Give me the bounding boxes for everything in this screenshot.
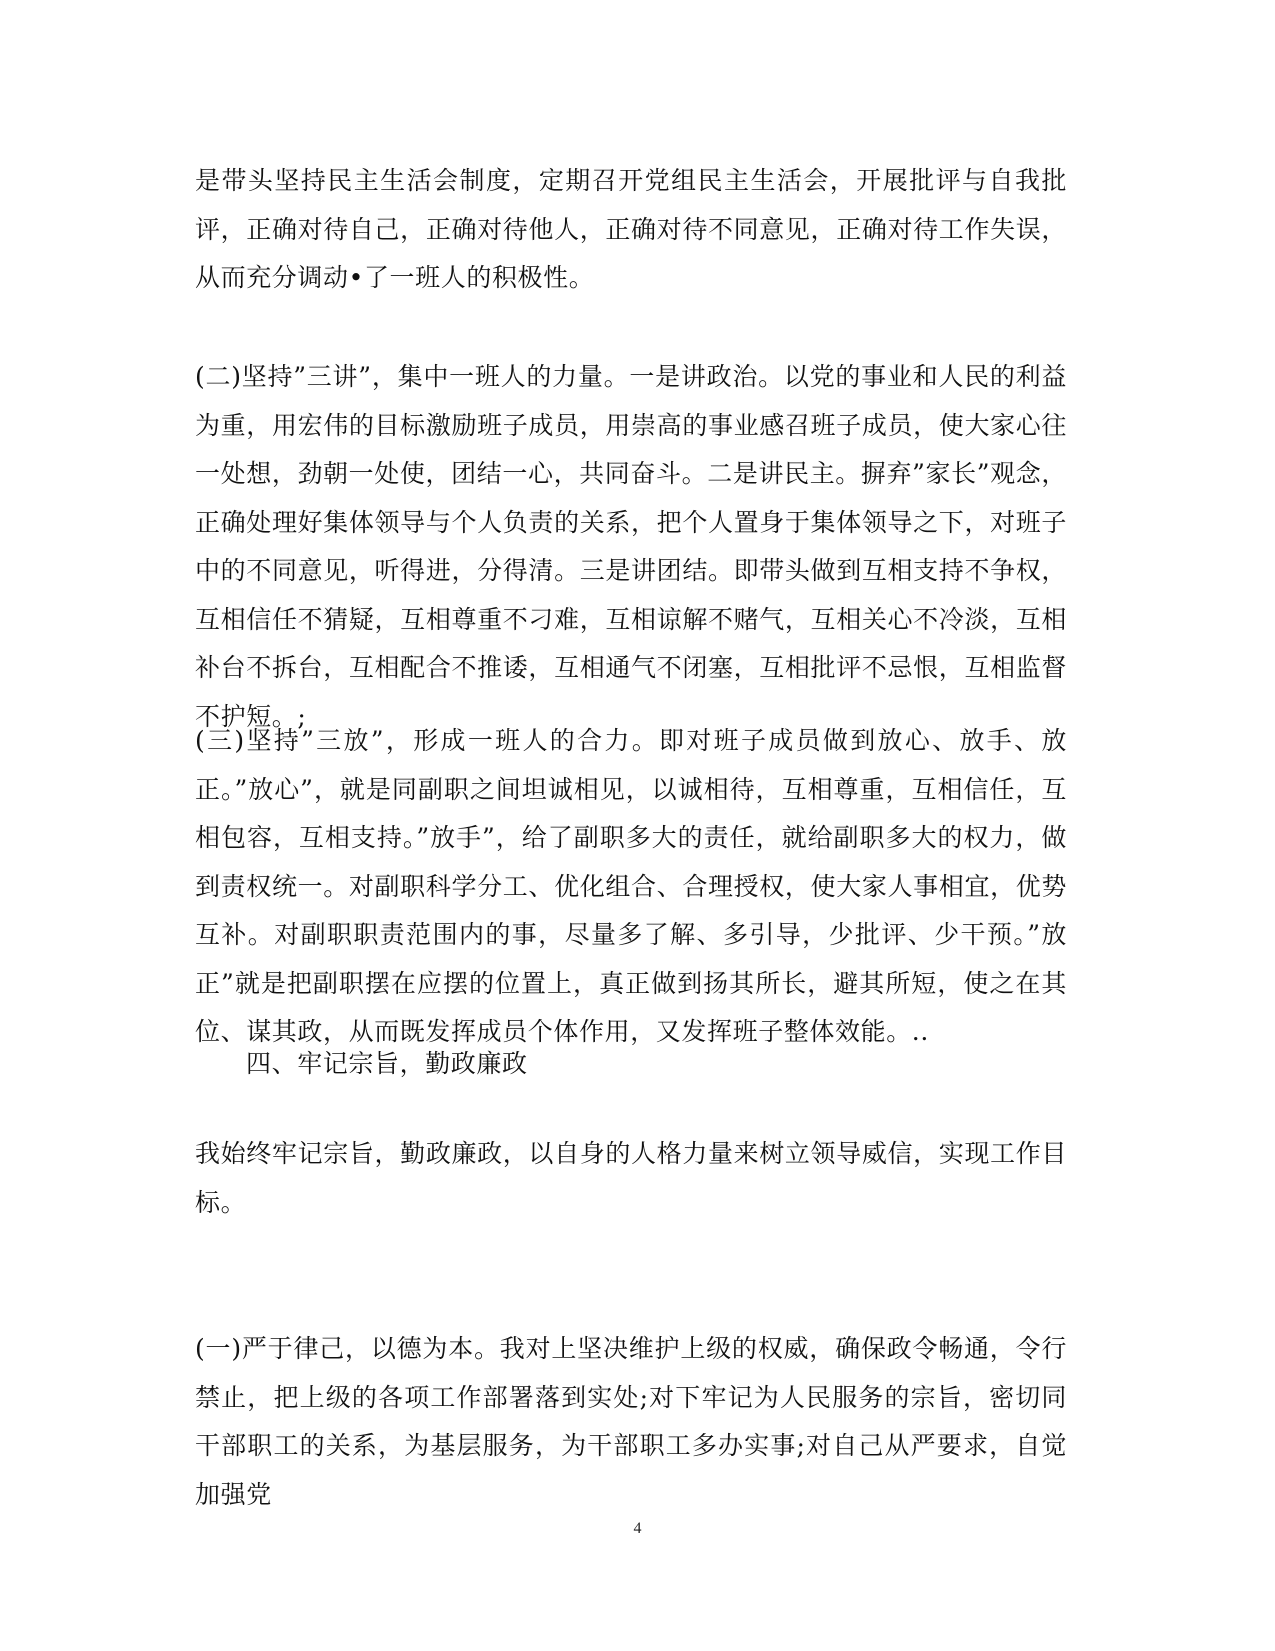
section-heading: 四、牢记宗旨，勤政廉政 [246, 1049, 528, 1078]
paragraph-4: 我始终牢记宗旨，勤政廉政，以自身的人格力量来树立领导威信，实现工作目标。 [195, 1139, 1067, 1217]
paragraph-1: 是带头坚持民主生活会制度，定期召开党组民主生活会，开展批评与自我批评，正确对待自己，正确对待他人，正确对待不同意见，正确对待工作失误，从而充分调动•了一班人的积极性。 [195, 166, 1067, 292]
paragraph-2: (二)坚持”三讲”，集中一班人的力量。一是讲政治。以党的事业和人民的利益为重，用宏伟的目标激励班子成员，用崇高的事业感召班子成员，使大家心往一处想，劲朝一处使，团结一心，共同奋斗。二是讲民主。摒弃”家长”观念，正确处理好集体领导与个人负责的关系，把个人置身于集体领导之下，对班子中的不同意见，听得进，分得清。三是讲团结。即带头做到互相支持不争权，互相信任不猜疑，互相尊重不刁难，互相谅解不赌气，互相关心不冷淡，互相补台不拆台，互相配合不推诿，互相通气不闭塞，互相批评不忌恨，互相监督不护短。; [195, 362, 1067, 731]
page-number: 4 [633, 1520, 642, 1537]
paragraph-3: (三)坚持”三放”，形成一班人的合力。即对班子成员做到放心、放手、放正。”放心”，就是同副职之间坦诚相见，以诚相待，互相尊重，互相信任，互相包容，互相支持。”放手”，给了副职多大的责任，就给副职多大的权力，做到责权统一。对副职科学分工、优化组合、合理授权，使大家人事相宜，优势互补。对副职职责范围内的事，尽量多了解、多引导，少批评、少干预。”放正”就是把副职摆在应摆的位置上，真正做到扬其所长，避其所短，使之在其位、谋其政，从而既发挥成员个体作用，又发挥班子整体效能。.. [195, 726, 1067, 1046]
paragraph-5: (一)严于律己，以德为本。我对上坚决维护上级的权威，确保政令畅通，令行禁止，把上级的各项工作部署落到实处;对下牢记为人民服务的宗旨，密切同干部职工的关系，为基层服务，为干部职工多办实事;对自己从严要求，自觉加强党 [195, 1334, 1067, 1509]
